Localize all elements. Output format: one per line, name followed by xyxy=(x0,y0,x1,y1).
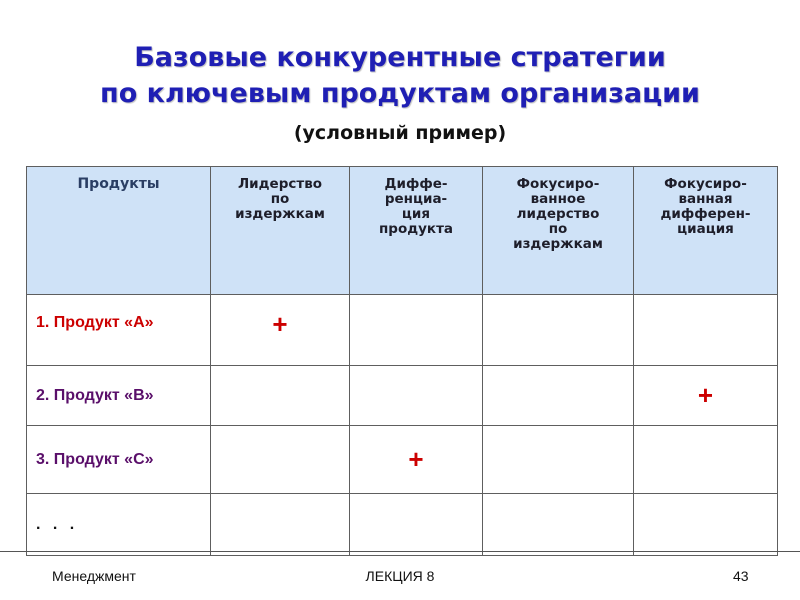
header-cost-leadership xyxy=(211,167,350,295)
header-text: Фокусиро- xyxy=(516,176,600,192)
header-text: ванное xyxy=(530,191,586,207)
table-cell xyxy=(483,295,634,366)
row-product-name: 2. Продукт «В» xyxy=(27,366,211,426)
plus-mark: + xyxy=(272,308,288,339)
header-focused-cost-leadership xyxy=(483,167,634,295)
header-text: ванная xyxy=(678,191,733,207)
table-cell xyxy=(211,426,350,494)
row-product-name: . . . xyxy=(27,494,211,556)
header-text: Фокусиро- xyxy=(664,176,747,192)
header-text: лидерство xyxy=(516,206,600,222)
header-text: циация xyxy=(677,221,734,237)
table-row xyxy=(27,426,778,494)
row-product-name: 3. Продукт «С» xyxy=(27,426,211,494)
header-text: по xyxy=(548,221,568,237)
table-cell xyxy=(483,494,634,556)
table-cell xyxy=(634,295,778,366)
header-text: ция xyxy=(401,206,431,222)
header-text: Диффе- xyxy=(384,176,448,192)
table-row xyxy=(27,494,778,556)
table-cell xyxy=(211,494,350,556)
table-header-row xyxy=(27,167,778,295)
header-text: по xyxy=(270,191,290,207)
header-text: издержкам xyxy=(235,206,325,222)
table-row xyxy=(27,366,778,426)
table-row xyxy=(27,295,778,366)
header-text: ренциа- xyxy=(384,191,448,207)
table-cell xyxy=(483,426,634,494)
title-line-2: по ключевым продуктам организации xyxy=(100,78,700,109)
plus-mark: + xyxy=(697,380,714,410)
footer-divider xyxy=(0,551,800,552)
header-products xyxy=(27,167,211,295)
table-cell xyxy=(350,494,483,556)
footer-page-number: 43 xyxy=(733,568,749,584)
header-text: дифферен- xyxy=(660,206,751,222)
table-cell xyxy=(634,494,778,556)
table-cell xyxy=(350,366,483,426)
slide-subtitle: (условный пример) xyxy=(293,122,507,144)
table-cell xyxy=(211,366,350,426)
footer-lecture: ЛЕКЦИЯ 8 xyxy=(365,568,435,584)
header-product-differentiation xyxy=(350,167,483,295)
title-line-1: Базовые конкурентные стратегии xyxy=(134,42,666,73)
table-cell xyxy=(483,366,634,426)
table-cell xyxy=(634,366,778,426)
table-cell xyxy=(350,426,483,494)
row-product-name: 1. Продукт «А» xyxy=(27,295,211,366)
table-cell xyxy=(211,295,350,366)
header-focused-differentiation xyxy=(634,167,778,295)
strategy-table xyxy=(26,166,778,556)
table-cell xyxy=(350,295,483,366)
slide-title xyxy=(0,40,800,112)
footer-course: Менеджмент xyxy=(52,568,136,584)
header-text: Лидерство xyxy=(237,176,323,192)
table-cell xyxy=(634,426,778,494)
header-text: Продукты xyxy=(77,176,160,192)
header-text: издержкам xyxy=(513,236,603,252)
header-text: продукта xyxy=(378,221,454,237)
plus-mark: + xyxy=(408,444,424,474)
